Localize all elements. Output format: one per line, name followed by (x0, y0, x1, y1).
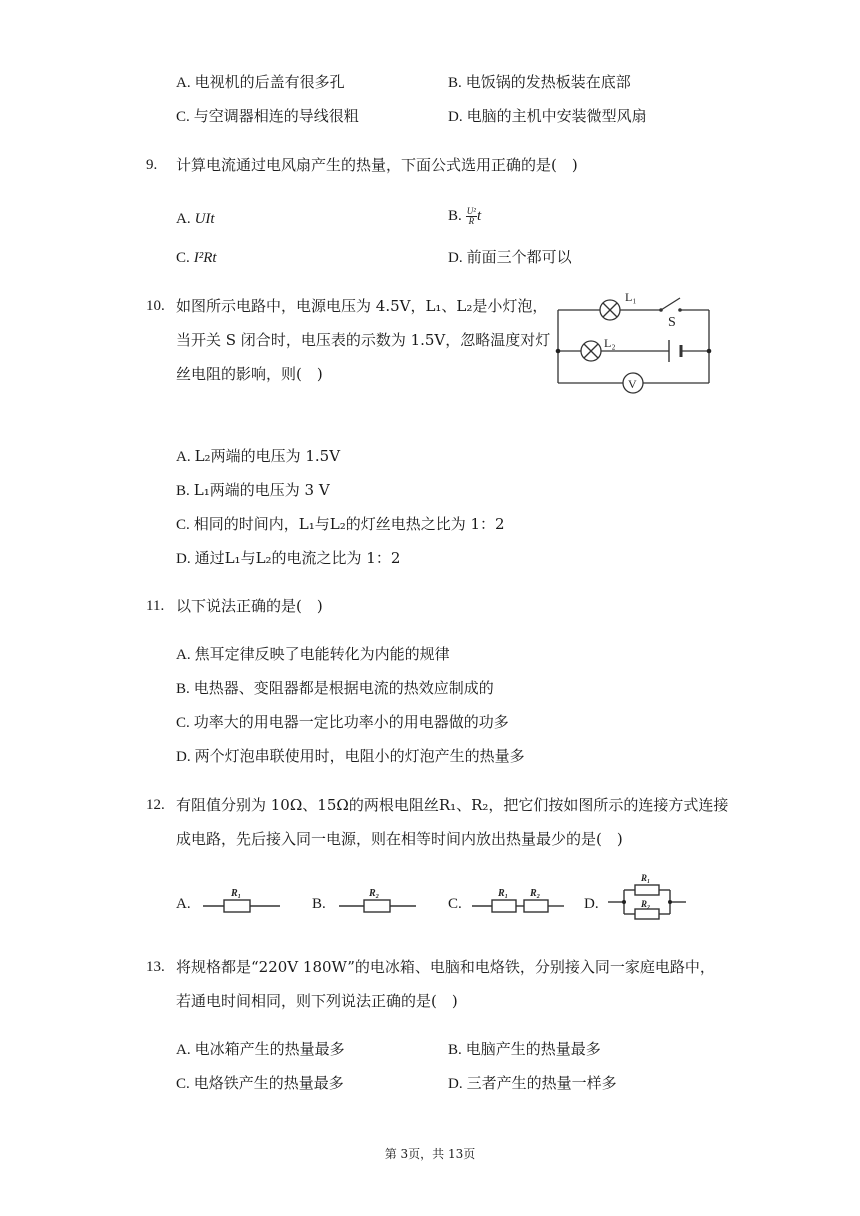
q11-number: 11. (146, 598, 165, 614)
option-label: D. (448, 109, 463, 125)
q10-circuit-diagram (552, 284, 718, 394)
option-label: A. (176, 75, 191, 91)
option-text: L₂两端的电压为 1.5V (194, 447, 341, 465)
q9-option-a (176, 207, 215, 230)
resistor-label: R₁ (641, 873, 651, 883)
q10-number: 10. (146, 298, 165, 314)
resistor-label: R₂ (641, 899, 651, 909)
junction-dot (622, 900, 626, 904)
option-label: B. (176, 483, 190, 499)
lamp-l1-icon (600, 300, 620, 320)
option-label: C. (176, 517, 190, 533)
option-label: B. (448, 75, 462, 91)
option-text: 电烙铁产生的热量最多 (193, 1074, 344, 1092)
option-label: D. (584, 896, 599, 912)
option-text: 与空调器相连的导线很粗 (193, 107, 359, 125)
switch-label: S (668, 315, 676, 330)
q12-option-a (176, 892, 195, 915)
resistor-icon (492, 900, 516, 912)
q9-option-b (448, 204, 481, 227)
junction-dot (707, 349, 712, 354)
option-text: 电视机的后盖有很多孔 (194, 73, 345, 91)
formula-tail: t (476, 208, 482, 224)
q11-option-a (176, 643, 450, 666)
fraction-numerator: U² (466, 205, 476, 216)
option-label: C. (176, 109, 190, 125)
q13-option-c (176, 1072, 344, 1095)
q9-option-c (176, 246, 217, 269)
resistor-icon (635, 909, 659, 919)
option-label: A. (176, 1042, 191, 1058)
q9-option-d (448, 246, 572, 269)
option-label: D. (448, 1076, 463, 1092)
resistor-label: R₁ (498, 888, 509, 899)
fraction (466, 207, 477, 226)
q12-d-diagram (606, 868, 688, 922)
resistor-icon (364, 900, 390, 912)
option-label: A. (176, 211, 191, 227)
q10-option-b (176, 479, 330, 502)
option-text: 电脑产生的热量最多 (465, 1040, 601, 1058)
option-label: B. (448, 208, 462, 224)
option-label: B. (448, 1042, 462, 1058)
q8-option-a (176, 71, 345, 94)
q13-stem-line2: 若通电时间相同，则下列说法正确的是( ) (176, 992, 458, 1010)
q8-option-c (176, 105, 359, 128)
q12-option-d (584, 892, 603, 915)
resistor-label: R₁ (231, 888, 242, 899)
lamp-l2-label: L₂ (604, 336, 616, 350)
q9-stem: 计算电流通过电风扇产生的热量，下面公式选用正确的是( ) (176, 156, 578, 174)
option-text: 电冰箱产生的热量最多 (194, 1040, 345, 1058)
q12-option-c (448, 892, 466, 915)
q8-option-d (448, 105, 647, 128)
q12-b-diagram (336, 884, 420, 916)
resistor-icon (224, 900, 250, 912)
option-text: 两个灯泡串联使用时，电阻小的灯泡产生的热量多 (194, 747, 525, 765)
resistor-label: R₂ (530, 888, 541, 899)
option-label: B. (176, 681, 190, 697)
q10-stem-line1: 如图所示电路中，电源电压为 4.5V，L₁、L₂是小灯泡， (176, 297, 548, 315)
q12-stem-line1: 有阻值分别为 10Ω、15Ω的两根电阻丝R₁、R₂，把它们按如图所示的连接方式连接 (176, 796, 729, 814)
q12-c-diagram (470, 884, 566, 916)
option-text: 电热器、变阻器都是根据电流的热效应制成的 (193, 679, 494, 697)
q13-option-b (448, 1038, 601, 1061)
q10-option-c (176, 513, 505, 536)
option-text: 电脑的主机中安装微型风扇 (466, 107, 647, 125)
option-label: D. (176, 551, 191, 567)
q10-option-a (176, 445, 340, 468)
option-text: 前面三个都可以 (466, 248, 572, 266)
junction-dot (668, 900, 672, 904)
q11-option-c (176, 711, 509, 734)
switch-contact-icon (678, 308, 682, 312)
lamp-l1-label: L₁ (625, 290, 637, 304)
page-footer: 第 3页，共 13页 (384, 1147, 476, 1161)
resistor-label: R₂ (369, 888, 380, 899)
option-label: D. (448, 250, 463, 266)
option-label: C. (176, 1076, 190, 1092)
option-label: C. (448, 896, 462, 912)
option-text: 电饭锅的发热板装在底部 (465, 73, 631, 91)
q10-option-d (176, 547, 400, 570)
option-formula: UIt (194, 211, 215, 227)
q12-number: 12. (146, 797, 165, 813)
option-label: C. (176, 715, 190, 731)
option-text: 三者产生的热量一样多 (466, 1074, 617, 1092)
option-label: D. (176, 749, 191, 765)
q13-option-d (448, 1072, 617, 1095)
option-text: 通过L₁与L₂的电流之比为 1：2 (194, 549, 401, 567)
q13-option-a (176, 1038, 345, 1061)
option-label: A. (176, 647, 191, 663)
q9-number: 9. (146, 157, 158, 173)
option-text: 功率大的用电器一定比功率小的用电器做的功多 (193, 713, 509, 731)
option-label: C. (176, 250, 190, 266)
q12-stem-line2: 成电路，先后接入同一电源，则在相等时间内放出热量最少的是( ) (176, 830, 623, 848)
option-text: L₁两端的电压为 3 V (193, 481, 330, 499)
q12-option-b (312, 892, 330, 915)
option-label: A. (176, 896, 191, 912)
fraction-denominator: R (468, 215, 475, 226)
lamp-l2-icon (581, 341, 601, 361)
q10-stem-line2: 当开关 S 闭合时，电压表的示数为 1.5V，忽略温度对灯 (176, 331, 551, 349)
option-formula: I²Rt (193, 250, 217, 266)
resistor-icon (635, 885, 659, 895)
junction-dot (556, 349, 561, 354)
battery-icon (669, 340, 681, 362)
q13-stem-line1: 将规格都是“220V 180W”的电冰箱、电脑和电烙铁，分别接入同一家庭电路中， (176, 958, 715, 976)
q10-stem-line3: 丝电阻的影响，则( ) (176, 365, 323, 383)
voltmeter-label: V (628, 377, 637, 391)
switch-contact-icon (659, 308, 663, 312)
option-label: B. (312, 896, 326, 912)
q12-a-diagram (200, 884, 284, 916)
q8-option-b (448, 71, 631, 94)
option-text: 焦耳定律反映了电能转化为内能的规律 (194, 645, 450, 663)
option-text: 相同的时间内，L₁与L₂的灯丝电热之比为 1：2 (193, 515, 505, 533)
option-label: A. (176, 449, 191, 465)
q13-number: 13. (146, 959, 165, 975)
q11-stem: 以下说法正确的是( ) (176, 597, 323, 615)
q11-option-b (176, 677, 494, 700)
resistor-icon (524, 900, 548, 912)
q11-option-d (176, 745, 525, 768)
